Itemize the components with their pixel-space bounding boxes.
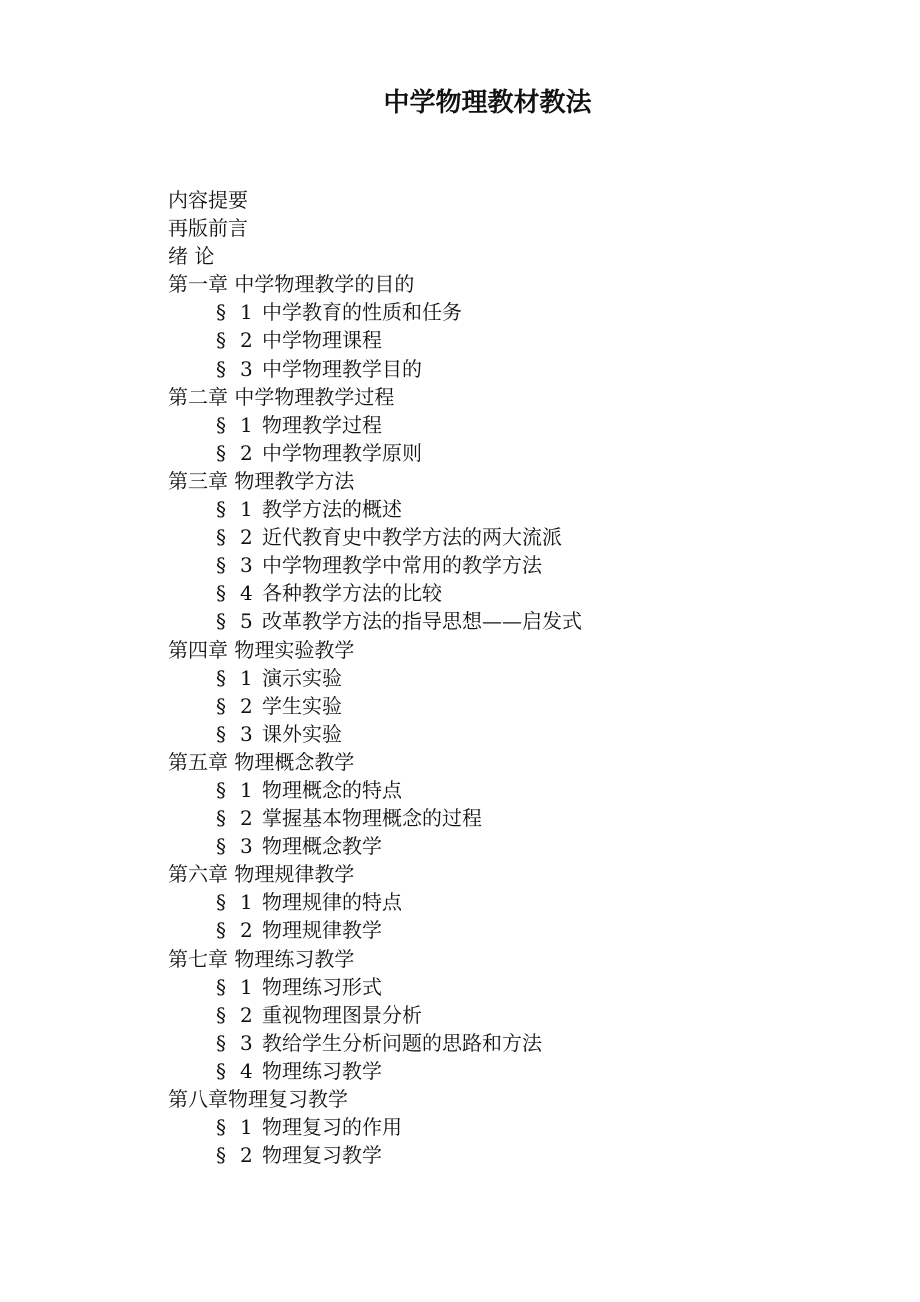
- section-symbol: §: [216, 412, 226, 437]
- section-number: 2: [240, 918, 253, 943]
- toc-section-entry: [168, 832, 868, 860]
- section-symbol: §: [216, 777, 226, 802]
- section-symbol: §: [216, 834, 226, 859]
- section-symbol: §: [216, 721, 226, 746]
- section-title: 物理概念的特点: [262, 777, 402, 802]
- section-symbol: §: [216, 1058, 226, 1083]
- toc-chapter-entry: 第四章 物理实验教学: [168, 637, 355, 662]
- document-title: 中学物理教材教法: [383, 88, 592, 118]
- section-title: 物理复习教学: [262, 1143, 382, 1168]
- section-number: 1: [240, 412, 253, 437]
- section-symbol: §: [216, 974, 226, 999]
- section-number: 1: [240, 665, 253, 690]
- section-title: 演示实验: [262, 665, 342, 690]
- section-number: 1: [240, 1115, 253, 1140]
- section-title: 中学物理教学中常用的教学方法: [262, 553, 542, 578]
- section-symbol: §: [216, 581, 226, 606]
- toc-section-entry: [168, 523, 868, 551]
- section-title: 物理概念教学: [262, 834, 382, 859]
- section-number: 2: [240, 693, 253, 718]
- toc-section-entry: [168, 439, 868, 467]
- toc-section-entry: [168, 298, 868, 326]
- toc-section-entry: [168, 720, 868, 748]
- section-symbol: §: [216, 609, 226, 634]
- toc-section-entry: [168, 495, 868, 523]
- toc-section-entry: [168, 916, 868, 944]
- toc-section-entry: [168, 355, 868, 383]
- toc-section-entry: [168, 664, 868, 692]
- section-title: 重视物理图景分析: [262, 1002, 422, 1027]
- toc-section-entry: [168, 1057, 868, 1085]
- section-number: 4: [240, 581, 253, 606]
- section-symbol: §: [216, 497, 226, 522]
- section-title: 物理复习的作用: [262, 1115, 402, 1140]
- toc-section-entry: [168, 973, 868, 1001]
- section-title: 教给学生分析问题的思路和方法: [262, 1030, 542, 1055]
- section-title: 物理练习形式: [262, 974, 382, 999]
- section-symbol: §: [216, 525, 226, 550]
- section-number: 3: [240, 356, 253, 381]
- section-title: 物理规律教学: [262, 918, 382, 943]
- toc-chapter-entry: 第八章物理复习教学: [168, 1087, 348, 1111]
- toc-section-entry: [168, 326, 868, 354]
- section-title: 中学物理教学原则: [262, 440, 422, 465]
- section-number: 2: [240, 525, 253, 550]
- section-number: 3: [240, 721, 253, 746]
- section-title: 学生实验: [262, 693, 342, 718]
- section-number: 3: [240, 553, 253, 578]
- toc-section-entry: [168, 1113, 868, 1141]
- section-number: 1: [240, 890, 253, 915]
- toc-chapter-entry: 第五章 物理概念教学: [168, 749, 355, 774]
- section-symbol: §: [216, 1030, 226, 1055]
- section-title: 改革教学方法的指导思想——启发式: [262, 609, 582, 634]
- section-number: 2: [240, 440, 253, 465]
- section-number: 1: [240, 777, 253, 802]
- section-number: 3: [240, 834, 253, 859]
- section-symbol: §: [216, 1115, 226, 1140]
- section-number: 3: [240, 1030, 253, 1055]
- toc-section-entry: [168, 1141, 868, 1169]
- section-symbol: §: [216, 806, 226, 831]
- section-symbol: §: [216, 918, 226, 943]
- section-number: 2: [240, 328, 253, 353]
- toc-chapter-entry: 内容提要: [168, 188, 248, 212]
- toc-chapter-entry: 再版前言: [168, 216, 248, 241]
- section-number: 5: [240, 609, 253, 634]
- toc-chapter-entry: 第七章 物理练习教学: [168, 946, 355, 971]
- section-symbol: §: [216, 1002, 226, 1027]
- section-symbol: §: [216, 890, 226, 915]
- section-symbol: §: [216, 300, 226, 325]
- section-symbol: §: [216, 553, 226, 578]
- section-title: 中学物理教学目的: [262, 356, 422, 381]
- toc-chapter-entry: 第六章 物理规律教学: [168, 862, 355, 887]
- toc-chapter-entry: 绪 论: [168, 244, 215, 269]
- toc-section-entry: [168, 692, 868, 720]
- section-title: 近代教育史中教学方法的两大流派: [262, 525, 562, 550]
- toc-section-entry: [168, 776, 868, 804]
- toc-section-entry: [168, 804, 868, 832]
- section-title: 各种教学方法的比较: [262, 581, 442, 606]
- section-number: 1: [240, 300, 253, 325]
- toc-section-entry: [168, 1001, 868, 1029]
- section-symbol: §: [216, 665, 226, 690]
- section-symbol: §: [216, 440, 226, 465]
- toc-section-entry: [168, 411, 868, 439]
- section-number: 2: [240, 1143, 253, 1168]
- section-title: 物理教学过程: [262, 412, 382, 437]
- toc-section-entry: [168, 551, 868, 579]
- toc-section-entry: [168, 579, 868, 607]
- table-of-contents: [168, 186, 868, 1169]
- section-number: 2: [240, 806, 253, 831]
- section-number: 4: [240, 1058, 253, 1083]
- section-title: 物理规律的特点: [262, 890, 402, 915]
- toc-section-entry: [168, 888, 868, 916]
- section-number: 1: [240, 974, 253, 999]
- toc-section-entry: [168, 1029, 868, 1057]
- toc-chapter-entry: 第一章 中学物理教学的目的: [168, 272, 415, 297]
- section-symbol: §: [216, 693, 226, 718]
- section-symbol: §: [216, 1143, 226, 1168]
- section-title: 教学方法的概述: [262, 497, 402, 522]
- toc-section-entry: [168, 607, 868, 635]
- section-title: 物理练习教学: [262, 1058, 382, 1083]
- section-number: 2: [240, 1002, 253, 1027]
- section-title: 课外实验: [262, 721, 342, 746]
- toc-chapter-entry: 第二章 中学物理教学过程: [168, 384, 395, 409]
- section-title: 中学教育的性质和任务: [262, 300, 462, 325]
- section-number: 1: [240, 497, 253, 522]
- section-symbol: §: [216, 356, 226, 381]
- toc-chapter-entry: 第三章 物理教学方法: [168, 468, 355, 493]
- section-symbol: §: [216, 328, 226, 353]
- section-title: 掌握基本物理概念的过程: [262, 806, 482, 831]
- section-title: 中学物理课程: [262, 328, 382, 353]
